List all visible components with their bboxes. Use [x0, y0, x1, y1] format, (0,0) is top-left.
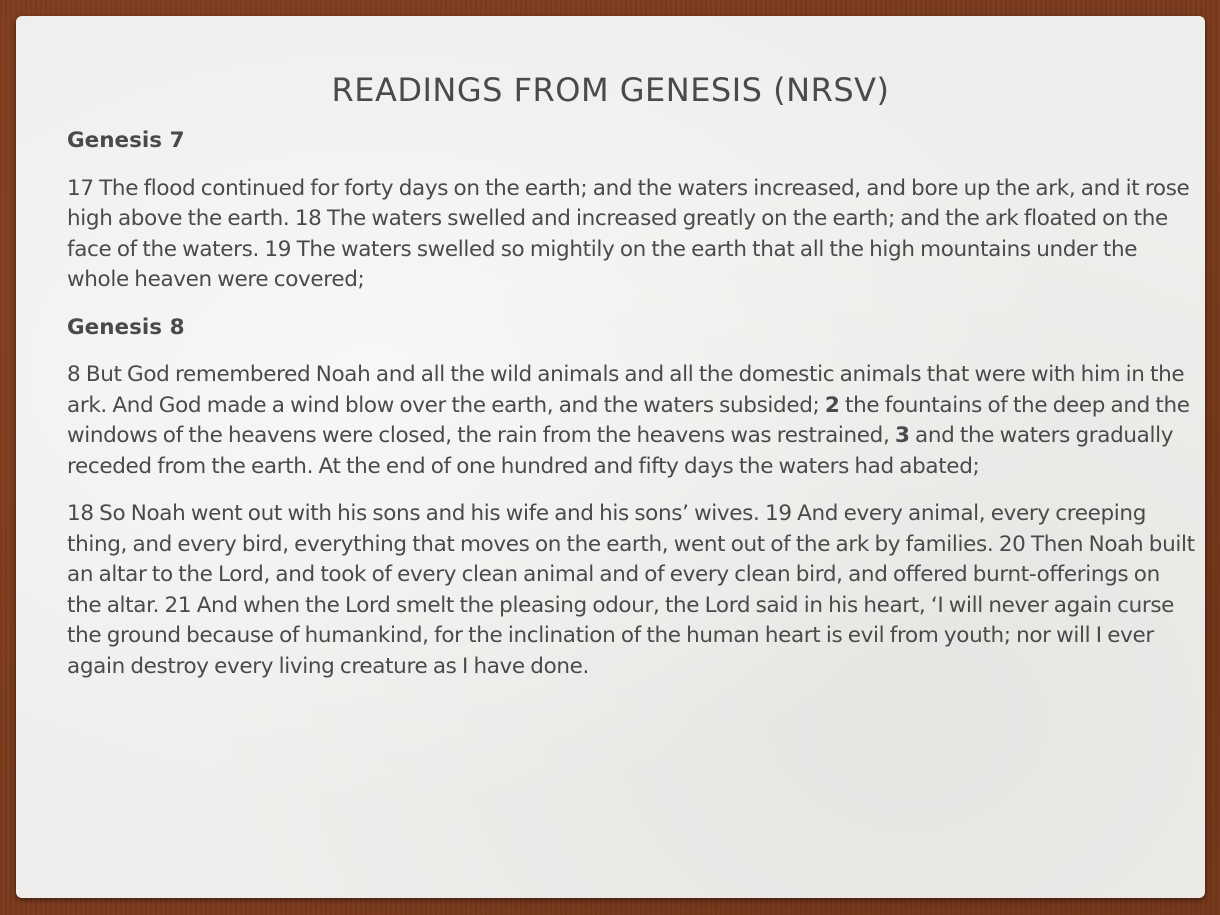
passage-text: 8 But God remembered Noah and all the wild animals and all the domestic animals that were with him in the ark. And God made a wind blow over the earth, and the waters subsided;: [67, 362, 1185, 418]
genesis-8-passage-2: 18 So Noah went out with his sons and his wife and his sons’ wives. 19 And every animal, every creeping thing, and every bird, everything that moves on the earth, went out of the ark by families. 20 Then Noah built an altar to the Lord, and took of every clean animal and of every clean bird, and offered burnt-offerings on the altar. 21 And when the Lord smelt the pleasing odour, the Lord said in his heart, ‘I will never again curse the ground because of humankind, for the inclination of the human heart is evil from youth; nor will I ever again destroy every living creature as I have done.: [67, 501, 1195, 679]
slide-body: [67, 126, 1197, 699]
genesis-8-passage-1: [67, 360, 1197, 482]
slide: [16, 16, 1205, 898]
section-heading-genesis-8: Genesis 8: [67, 314, 185, 340]
verse-number-2: 2: [824, 392, 840, 418]
section-heading-genesis-7: Genesis 7: [67, 128, 185, 153]
passage-text: and the waters gradually receded from the earth. At the end of one hundred and fifty days the waters had abated;: [67, 423, 1174, 479]
passage-text: the fountains of the deep and the windows of the heavens were closed, the rain from the heavens was restrained,: [67, 392, 1190, 448]
slide-title: READINGS FROM GENESIS (NRSV): [331, 71, 890, 109]
verse-number-3: 3: [894, 423, 910, 448]
genesis-7-passage: 17 The flood continued for forty days on the earth; and the waters increased, and bore up the ark, and it rose high above the earth. 18 The waters swelled and increased greatly on the earth; and the ark floated on the face of the waters. 19 The waters swelled so mightily on the earth that all the high mountains under the whole heaven were covered;: [67, 175, 1190, 292]
